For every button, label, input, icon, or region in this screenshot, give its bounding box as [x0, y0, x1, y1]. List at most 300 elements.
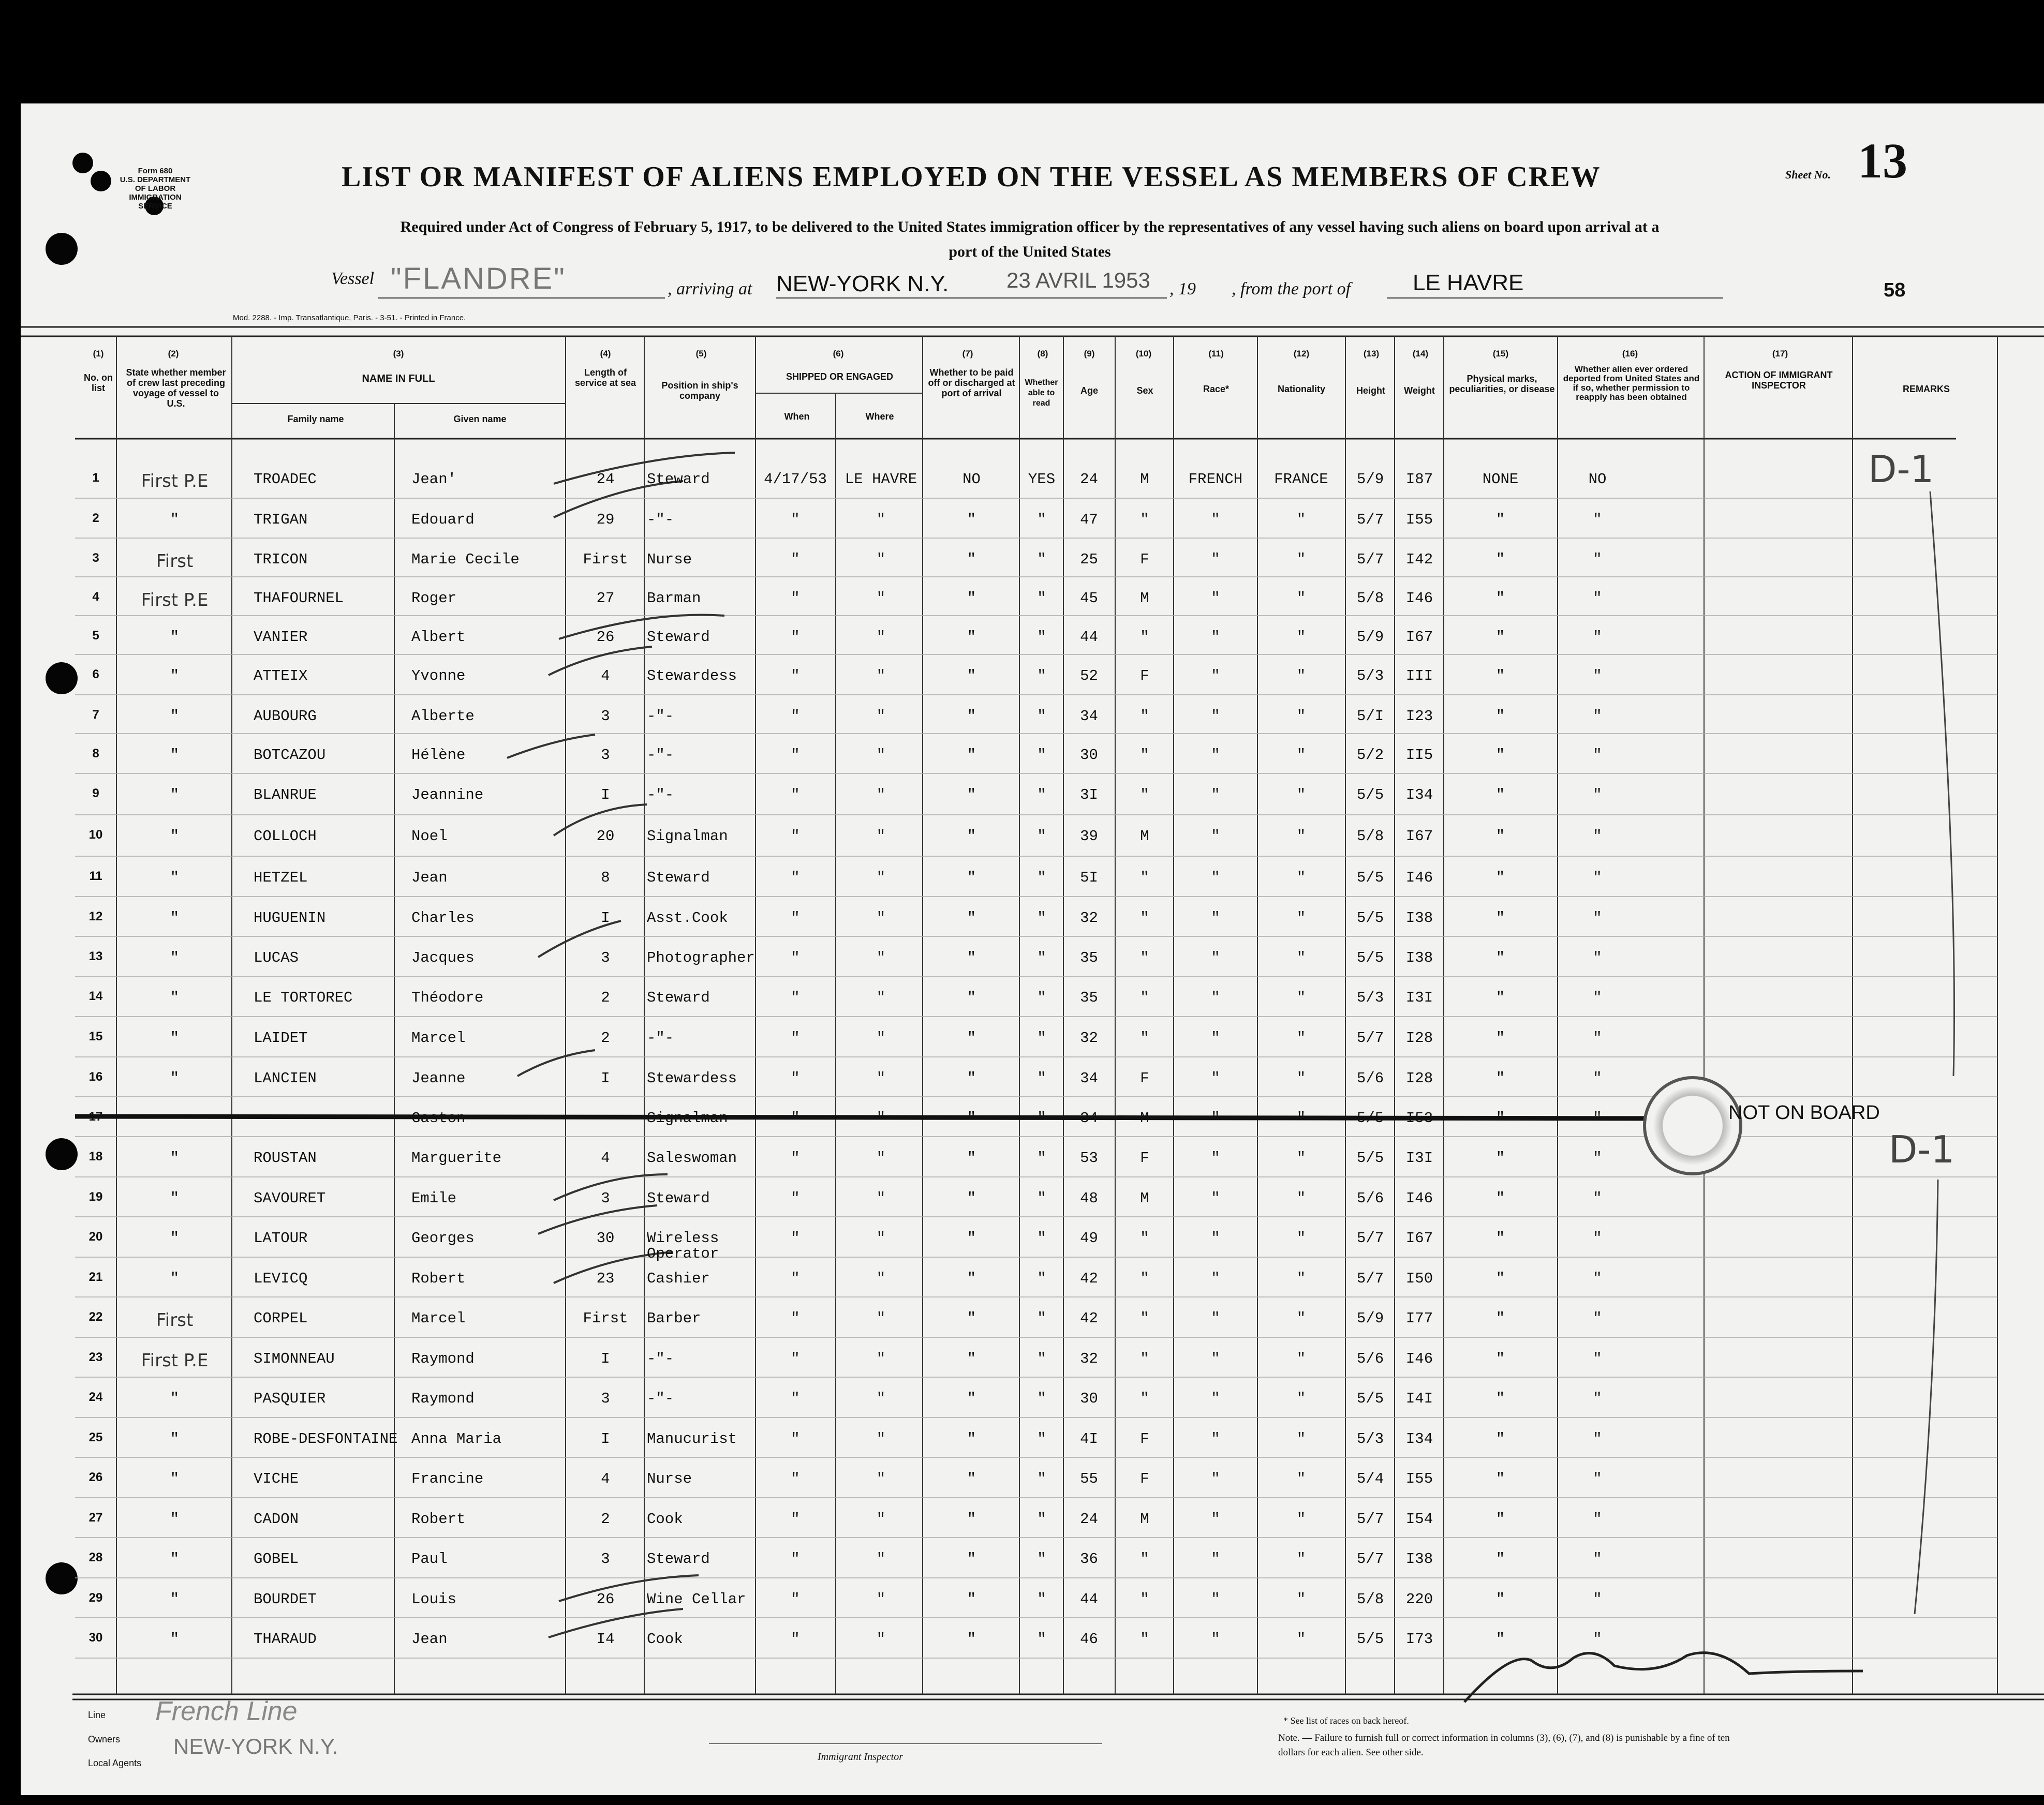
cell-no: 21: [88, 1270, 103, 1284]
cell-service: 26: [596, 629, 615, 646]
cell-race: ": [1211, 1390, 1220, 1407]
cell-age: 30: [1080, 1390, 1098, 1407]
cell-weight: I38: [1405, 949, 1433, 966]
cell-weight: I23: [1405, 708, 1433, 725]
cell-race: ": [1211, 869, 1220, 886]
cell-given: Jacques: [411, 949, 475, 966]
cell-position: Barber: [647, 1310, 701, 1327]
cell-state: ": [170, 629, 180, 646]
cell-service: 27: [596, 590, 615, 607]
cell-position: Nurse: [647, 551, 692, 568]
cell-no: 25: [88, 1430, 103, 1444]
cell-given: Marcel: [411, 1030, 466, 1047]
cell-race: ": [1211, 1030, 1220, 1047]
cell-position: Cashier: [647, 1270, 710, 1287]
cell-marks: ": [1495, 1070, 1505, 1087]
cell-nat: ": [1296, 989, 1306, 1006]
cell-where: ": [876, 590, 886, 607]
cell-marks: ": [1495, 949, 1505, 966]
cell-nat: ": [1296, 629, 1306, 646]
service-name: IMMIGRATION SERVICE: [129, 193, 182, 211]
table-row: [0, 1631, 2044, 1662]
cell-when: ": [791, 1270, 800, 1287]
cell-family: PASQUIER: [254, 1390, 326, 1407]
cell-age: 30: [1080, 747, 1098, 764]
table-row: [0, 1511, 2044, 1542]
cell-weight: I28: [1405, 1030, 1433, 1047]
cell-paid: ": [967, 1591, 976, 1608]
cell-weight: II5: [1405, 747, 1433, 764]
cell-deported: ": [1593, 1070, 1602, 1087]
cell-nat: ": [1296, 1030, 1306, 1047]
cell-paid: ": [967, 786, 976, 803]
cell-family: TRICON: [254, 551, 308, 568]
page-reference-number: 58: [1884, 279, 1906, 301]
cell-position: Signalman: [647, 1110, 728, 1127]
cell-state: First P.E: [141, 590, 209, 610]
cell-nat: ": [1296, 747, 1306, 764]
cell-position: Nurse: [647, 1470, 692, 1487]
cell-sex: ": [1140, 1270, 1149, 1287]
vessel-label: Vessel: [331, 269, 375, 288]
cell-service: I: [601, 909, 610, 927]
cell-where: ": [876, 1591, 886, 1608]
cell-race: ": [1211, 667, 1220, 684]
cell-read: ": [1037, 989, 1046, 1006]
cell-where: ": [876, 909, 886, 927]
cell-when: ": [791, 1150, 800, 1167]
cell-age: 35: [1080, 989, 1098, 1006]
cell-service: I: [601, 786, 610, 803]
local-agents-label: Local Agents: [88, 1758, 142, 1768]
cell-marks: ": [1495, 1150, 1505, 1167]
cell-service: First: [583, 1310, 628, 1327]
cell-height: 5/7: [1356, 551, 1384, 568]
cell-position: Steward: [647, 989, 710, 1006]
cell-where: LE HAVRE: [845, 471, 917, 488]
cell-age: 35: [1080, 949, 1098, 966]
cell-where: ": [876, 1030, 886, 1047]
cell-state: ": [170, 909, 180, 927]
cell-age: 42: [1080, 1310, 1098, 1327]
cell-deported: ": [1593, 1390, 1602, 1407]
cell-age: 44: [1080, 1591, 1098, 1608]
arrival-date: 23 AVRIL 1953: [1006, 268, 1150, 292]
cell-nat: ": [1296, 1591, 1306, 1608]
cell-race: ": [1211, 629, 1220, 646]
cell-family: COLLOCH: [254, 828, 317, 845]
cell-paid: ": [967, 629, 976, 646]
cell-height: 5/8: [1356, 828, 1384, 845]
cell-race: ": [1211, 909, 1220, 927]
cell-marks: ": [1495, 1511, 1505, 1528]
cell-read: ": [1037, 1030, 1046, 1047]
cell-family: THARAUD: [254, 1631, 317, 1648]
cell-sex: ": [1140, 747, 1149, 764]
cell-no: 10: [88, 828, 103, 842]
cell-read: ": [1037, 1631, 1046, 1648]
cell-height: 5/5: [1356, 1631, 1384, 1648]
cell-nat: ": [1296, 1150, 1306, 1167]
table-row: [0, 1550, 2044, 1582]
owners-label: Owners: [88, 1734, 121, 1744]
cell-nat: ": [1296, 1470, 1306, 1487]
cell-sex: M: [1140, 1511, 1149, 1528]
cell-no: 17: [88, 1110, 103, 1124]
cell-height: 5/7: [1356, 1511, 1384, 1528]
cell-marks: ": [1495, 1190, 1505, 1207]
cell-sex: ": [1140, 1390, 1149, 1407]
cell-paid: ": [967, 667, 976, 684]
cell-deported: ": [1593, 1591, 1602, 1608]
cell-when: ": [791, 1430, 800, 1448]
cell-position-line-2: Operator: [647, 1245, 719, 1262]
cell-sex: ": [1140, 1591, 1149, 1608]
cell-height: 5/7: [1356, 511, 1384, 528]
cell-deported: ": [1593, 667, 1602, 684]
cell-weight: I28: [1405, 1070, 1433, 1087]
cell-when: ": [791, 1591, 800, 1608]
cell-deported: ": [1593, 551, 1602, 568]
cell-sex: ": [1140, 708, 1149, 725]
cell-age: 46: [1080, 1631, 1098, 1648]
table-row: [0, 1350, 2044, 1381]
cell-state: ": [170, 949, 180, 966]
cell-where: ": [876, 1190, 886, 1207]
cell-no: 2: [92, 511, 99, 525]
cell-where: ": [876, 828, 886, 845]
cell-read: ": [1037, 708, 1046, 725]
cell-age: 45: [1080, 590, 1098, 607]
cell-deported: ": [1593, 786, 1602, 803]
cell-race: ": [1211, 747, 1220, 764]
cell-paid: ": [967, 869, 976, 886]
cell-given: Raymond: [411, 1350, 475, 1367]
cell-family: SIMONNEAU: [254, 1350, 335, 1367]
cell-height: 5/9: [1356, 1310, 1384, 1327]
cell-state: First: [156, 1310, 194, 1331]
cell-family: BLANRUE: [254, 786, 317, 803]
table-row: [0, 551, 2044, 582]
cell-weight: I67: [1405, 1230, 1433, 1247]
cell-state: ": [170, 1470, 180, 1487]
cell-position: -"-: [647, 511, 674, 528]
cell-nat: ": [1296, 1190, 1306, 1207]
cell-read: ": [1037, 1470, 1046, 1487]
cell-height: 5/6: [1356, 1350, 1384, 1367]
cell-weight: I55: [1405, 511, 1433, 528]
table-row: [0, 1190, 2044, 1221]
cell-deported: ": [1593, 1550, 1602, 1568]
header-age: Age: [1080, 385, 1098, 396]
cell-family: HUGUENIN: [254, 909, 326, 927]
cell-nat: ": [1296, 869, 1306, 886]
sheet-number: 13: [1858, 133, 1907, 188]
subtitle-line-1: Required under Act of Congress of February 5, 1917, to be delivered to the United States immigration officer by the representatives of any vessel having such aliens on board upon arrival at a: [400, 218, 1660, 235]
cell-paid: ": [967, 1230, 976, 1247]
cell-family: ROBE-DESFONTAINE: [254, 1430, 398, 1448]
cell-service: 4: [601, 1470, 610, 1487]
header-position: Position in ship's company: [661, 380, 738, 401]
cell-no: 15: [88, 1030, 103, 1043]
cell-where: ": [876, 1511, 886, 1528]
cell-when: ": [791, 828, 800, 845]
table-row: [0, 1390, 2044, 1421]
cell-family: HETZEL: [254, 869, 308, 886]
cell-age: 52: [1080, 667, 1098, 684]
cell-height: 5/7: [1356, 1550, 1384, 1568]
cell-read: ": [1037, 1270, 1046, 1287]
cell-when: ": [791, 747, 800, 764]
cell-marks: ": [1495, 747, 1505, 764]
cell-read: ": [1037, 629, 1046, 646]
cell-height: 5/5: [1356, 1150, 1384, 1167]
cell-sex: ": [1140, 909, 1149, 927]
cell-service: 4: [601, 1150, 610, 1167]
cell-nat: FRANCE: [1274, 471, 1328, 488]
cell-marks: ": [1495, 1631, 1505, 1648]
cell-no: 4: [92, 590, 99, 604]
table-row: [0, 511, 2044, 542]
cell-weight: I46: [1405, 590, 1433, 607]
penalty-note: [1278, 1731, 1744, 1760]
cell-service: 23: [596, 1270, 615, 1287]
cell-read: ": [1037, 1591, 1046, 1608]
cell-deported: ": [1593, 869, 1602, 886]
cell-state: ": [170, 1070, 180, 1087]
cell-age: 24: [1080, 1511, 1098, 1528]
cell-race: ": [1211, 949, 1220, 966]
table-row: [0, 747, 2044, 778]
cell-weight: 220: [1405, 1591, 1433, 1608]
cell-sex: M: [1140, 1190, 1149, 1207]
cell-nat: ": [1296, 667, 1306, 684]
cell-age: 55: [1080, 1470, 1098, 1487]
cell-deported: ": [1593, 1030, 1602, 1047]
cell-no: 6: [92, 667, 99, 681]
cell-age: 32: [1080, 1350, 1098, 1367]
cell-read: ": [1037, 869, 1046, 886]
cell-position: Steward: [647, 471, 710, 488]
not-on-board-stamp: NOT ON BOARD: [1728, 1102, 1880, 1124]
cell-height: 5/3: [1356, 1430, 1384, 1448]
table-row: [0, 590, 2044, 621]
cell-nat: ": [1296, 590, 1306, 607]
cell-sex: F: [1140, 667, 1149, 684]
cell-height: 5/5: [1356, 869, 1384, 886]
arriving-label: , arriving at: [668, 279, 752, 299]
column-number: (16): [1622, 349, 1638, 359]
cell-paid: ": [967, 708, 976, 725]
cell-given: Raymond: [411, 1390, 475, 1407]
table-row: [0, 1591, 2044, 1622]
cell-deported: ": [1593, 708, 1602, 725]
column-number: (2): [168, 349, 179, 359]
cell-when: ": [791, 1230, 800, 1247]
cell-paid: ": [967, 511, 976, 528]
column-number: (3): [393, 349, 404, 359]
cell-height: 5/5: [1356, 909, 1384, 927]
cell-when: ": [791, 1511, 800, 1528]
cell-family: SAVOURET: [254, 1190, 326, 1207]
header-able-to-read: Whether able to read: [1025, 378, 1058, 408]
cell-height: 5/7: [1356, 1270, 1384, 1287]
cell-sex: M: [1140, 590, 1149, 607]
table-row: [0, 949, 2044, 980]
column-number: (17): [1772, 349, 1788, 359]
cell-age: 34: [1080, 1110, 1098, 1127]
cell-age: 53: [1080, 1150, 1098, 1167]
cell-given: Anna Maria: [411, 1430, 502, 1448]
cell-service: I: [601, 1070, 610, 1087]
table-row: [0, 786, 2044, 817]
cell-marks: ": [1495, 786, 1505, 803]
cell-weight: I46: [1405, 869, 1433, 886]
cell-read: ": [1037, 1550, 1046, 1568]
cell-race: ": [1211, 551, 1220, 568]
cell-read: ": [1037, 909, 1046, 927]
cell-sex: F: [1140, 1470, 1149, 1487]
table-row: [0, 869, 2044, 900]
cell-given: Jean': [411, 471, 457, 488]
cell-deported: ": [1593, 1470, 1602, 1487]
cell-sex: ": [1140, 1350, 1149, 1367]
cell-race: ": [1211, 708, 1220, 725]
column-number: (11): [1208, 349, 1224, 359]
cell-height: 5/9: [1356, 629, 1384, 646]
cell-given: Marie Cecile: [411, 551, 520, 568]
column-number: (15): [1492, 349, 1509, 359]
cell-marks: ": [1495, 667, 1505, 684]
cell-sex: F: [1140, 1150, 1149, 1167]
cell-marks: ": [1495, 1430, 1505, 1448]
cell-given: Francine: [411, 1470, 484, 1487]
cell-service: 4: [601, 667, 610, 684]
cell-given: Noel: [411, 828, 448, 845]
cell-state: ": [170, 667, 180, 684]
header-physical-marks: Physical marks, peculiarities, or disease: [1449, 374, 1555, 394]
cell-paid: ": [967, 989, 976, 1006]
cell-no: 22: [88, 1310, 103, 1324]
cell-where: ": [876, 1110, 886, 1127]
cell-weight: I4I: [1405, 1390, 1433, 1407]
cell-race: ": [1211, 1310, 1220, 1327]
cell-marks: ": [1495, 1350, 1505, 1367]
cell-weight: I73: [1405, 1631, 1433, 1648]
cell-race: ": [1211, 1350, 1220, 1367]
table-row: [0, 989, 2044, 1020]
cell-where: ": [876, 949, 886, 966]
header-deported: Whether alien ever ordered deported from United States and if so, whether permission to reapply has been obtained: [1563, 364, 1700, 402]
cell-paid: ": [967, 1190, 976, 1207]
cell-family: ROUSTAN: [254, 1150, 317, 1167]
cell-given: Théodore: [411, 989, 484, 1006]
cell-service: 29: [596, 511, 615, 528]
cell-nat: ": [1296, 708, 1306, 725]
cell-race: ": [1211, 1230, 1220, 1247]
note-label: Note.: [1278, 1733, 1300, 1743]
cell-service: 24: [596, 471, 615, 488]
cell-service: First: [583, 551, 628, 568]
cell-where: ": [876, 1350, 886, 1367]
cell-read: ": [1037, 1070, 1046, 1087]
cell-no: 27: [88, 1511, 103, 1525]
cell-nat: ": [1296, 949, 1306, 966]
cell-deported: ": [1593, 1631, 1602, 1648]
cell-weight: I67: [1405, 828, 1433, 845]
cell-height: 5/I: [1356, 708, 1384, 725]
cell-age: 42: [1080, 1270, 1098, 1287]
cell-sex: M: [1140, 1110, 1149, 1127]
cell-when: ": [791, 1550, 800, 1568]
cell-paid: NO: [962, 471, 981, 488]
cell-position: Saleswoman: [647, 1150, 737, 1167]
cell-age: 25: [1080, 551, 1098, 568]
cell-sex: ": [1140, 1230, 1149, 1247]
cell-read: ": [1037, 590, 1046, 607]
header-inspector-action: ACTION OF IMMIGRANT INSPECTOR: [1725, 370, 1833, 391]
cell-deported: ": [1593, 989, 1602, 1006]
cell-nat: ": [1296, 1310, 1306, 1327]
cell-nat: ": [1296, 909, 1306, 927]
cell-position: Wireless: [647, 1230, 719, 1247]
cell-when: 4/17/53: [764, 471, 827, 488]
cell-state: ": [170, 869, 180, 886]
cell-given: Jean: [411, 1631, 448, 1648]
cell-service: 26: [596, 1591, 615, 1608]
cell-sex: ": [1140, 1550, 1149, 1568]
cell-weight: I38: [1405, 909, 1433, 927]
header-weight: Weight: [1404, 385, 1435, 396]
cell-where: ": [876, 1070, 886, 1087]
cell-no: 12: [88, 909, 103, 923]
cell-family: LAIDET: [254, 1030, 308, 1047]
cell-marks: ": [1495, 828, 1505, 845]
header-given-name: Given name: [453, 414, 507, 424]
cell-race: ": [1211, 1070, 1220, 1087]
cell-paid: ": [967, 1470, 976, 1487]
header-length-service: Length of service at sea: [574, 367, 636, 388]
cell-age: 32: [1080, 1030, 1098, 1047]
table-row: [0, 1150, 2044, 1181]
cell-weight: I46: [1405, 1350, 1433, 1367]
cell-where: ": [876, 1150, 886, 1167]
cell-sex: ": [1140, 629, 1149, 646]
cell-marks: ": [1495, 629, 1505, 646]
cell-when: ": [791, 989, 800, 1006]
cell-race: ": [1211, 828, 1220, 845]
cell-family: BOURDET: [254, 1591, 317, 1608]
cell-read: YES: [1028, 471, 1056, 488]
cell-height: 5/4: [1356, 1470, 1384, 1487]
cell-age: 47: [1080, 511, 1098, 528]
cell-paid: ": [967, 1430, 976, 1448]
cell-state: ": [170, 828, 180, 845]
cell-no: 29: [88, 1591, 103, 1605]
cell-no: 9: [92, 786, 99, 800]
header-nationality: Nationality: [1277, 384, 1325, 394]
cell-marks: ": [1495, 1110, 1505, 1127]
line-label: Line: [88, 1710, 106, 1720]
cell-deported: ": [1593, 511, 1602, 528]
cell-weight: I3I: [1405, 1150, 1433, 1167]
cell-paid: ": [967, 1310, 976, 1327]
cell-read: ": [1037, 511, 1046, 528]
table-row: [0, 667, 2044, 698]
cell-state: ": [170, 786, 180, 803]
cell-given: Emile: [411, 1190, 457, 1207]
cell-weight: I87: [1405, 471, 1433, 488]
